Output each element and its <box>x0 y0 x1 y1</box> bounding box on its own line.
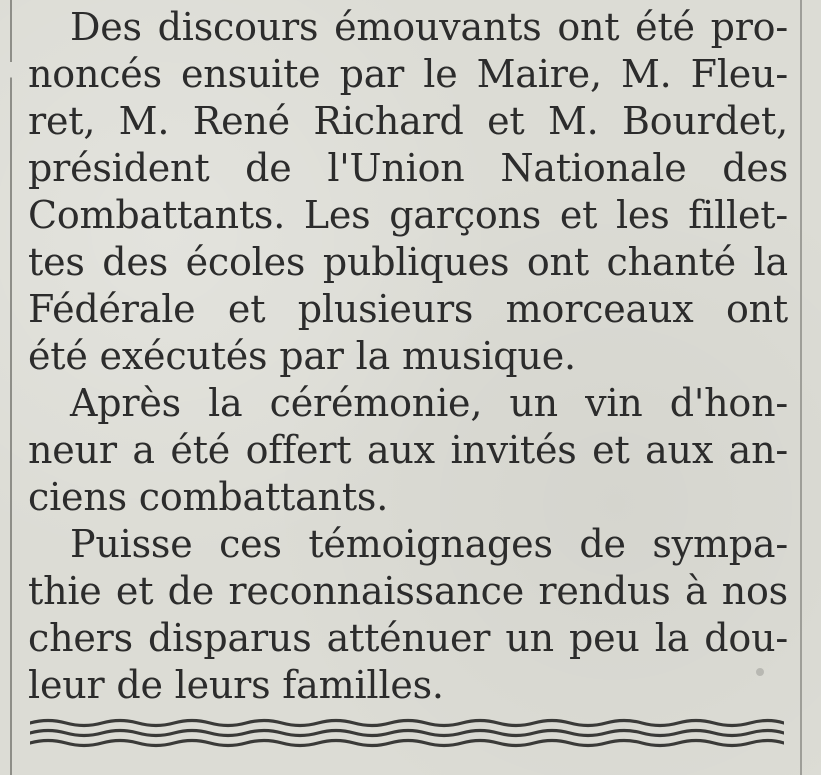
paragraph-line: thie et de reconnaissance rendus à nos <box>28 569 788 613</box>
paragraph-line: été exécutés par la musique. <box>28 334 576 378</box>
paragraph-line: tes des écoles publiques ont chanté la <box>28 240 788 284</box>
paragraph-line: ret, M. René Richard et M. Bourdet, <box>28 99 788 143</box>
paragraph-line: chers disparus atténuer un peu la dou- <box>28 616 788 660</box>
paragraph-line: Des discours émouvants ont été pro- <box>70 5 788 49</box>
right-column-rule <box>800 0 802 775</box>
paragraph-3 <box>28 521 788 709</box>
paragraph-2 <box>28 380 788 521</box>
paragraph-line: neur a été offert aux invités et aux an- <box>28 428 788 472</box>
paragraph-line: leur de leurs familles. <box>28 663 444 707</box>
article-end-rule <box>30 717 784 749</box>
paragraph-line: Puisse ces témoignages de sympa- <box>70 522 788 566</box>
paragraph-line: Après la cérémonie, un vin d'hon- <box>70 381 788 425</box>
paragraph-line: Combattants. Les garçons et les fillet- <box>28 193 788 237</box>
paragraph-line: président de l'Union Nationale des <box>28 146 788 190</box>
paragraph-1 <box>28 4 788 380</box>
paragraph-line: noncés ensuite par le Maire, M. Fleu- <box>28 52 788 96</box>
triple-wavy-rule <box>30 717 784 749</box>
left-column-rule <box>10 0 12 775</box>
ink-speck <box>756 668 764 676</box>
paragraph-line: ciens combattants. <box>28 475 389 519</box>
paragraph-line: Fédérale et plusieurs morceaux ont <box>28 287 788 331</box>
article-body <box>28 0 788 709</box>
